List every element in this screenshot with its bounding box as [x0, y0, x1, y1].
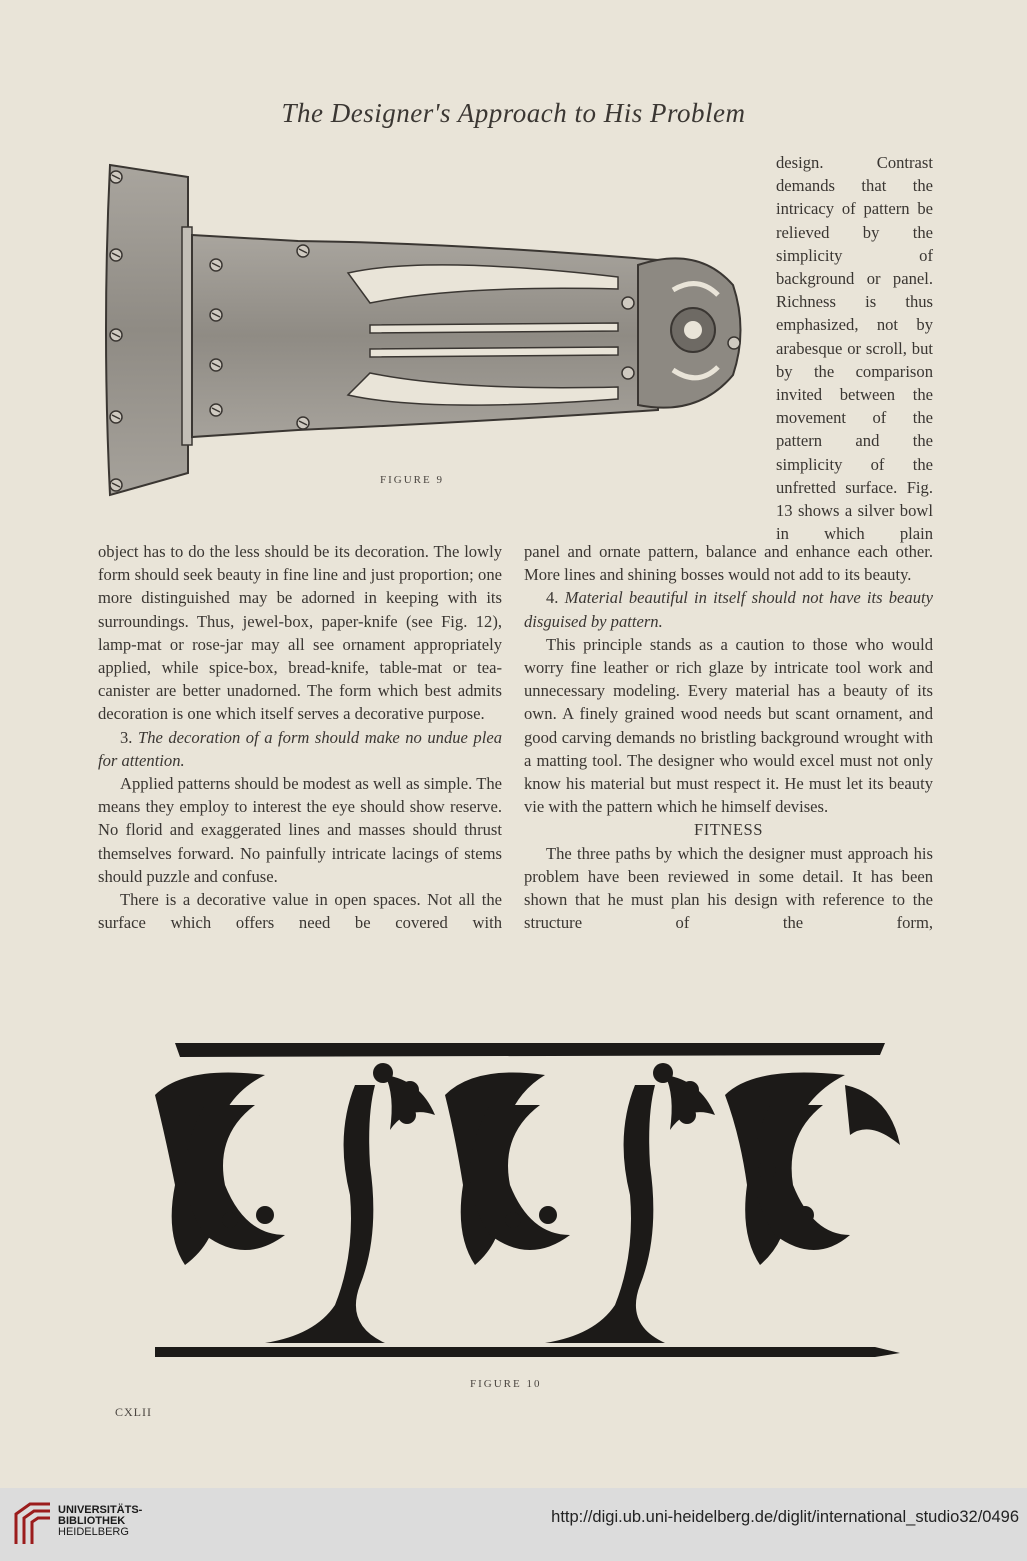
page-number: CXLII [115, 1405, 152, 1419]
library-name-line: UNIVERSITÄTS- [58, 1504, 143, 1516]
numbered-principle-4: 4. Material beautiful in itself should not have its beauty disguised by pattern. [524, 588, 933, 631]
figure-10-caption: FIGURE 10 [470, 1378, 542, 1390]
paragraph: object has to do the less should be its decoration. The lowly form should seek beauty in fine line and just proportion; one more distinguished may be adorned in keeping with its surroundings. Thus, jewel-box, paper-knife (see Fig. 12), lamp-mat or rose-jar may all see ornament appropriately applied, while spice-box, bread-knife, table-mat or tea-canister are better unadorned. The form which best admits decoration is one which itself serves a decorative purpose. [98, 542, 502, 724]
figure-9-caption: FIGURE 9 [380, 474, 444, 486]
paragraph: Applied patterns should be modest as well as simple. The means they employ to interest the eye should show reserve. No florid and exaggerated lines and masses should thrust themselves forward. No painfully intricate lacings of stems should puzzle and confuse. [98, 774, 502, 886]
library-name-line: HEIDELBERG [58, 1526, 129, 1538]
source-url-link[interactable]: http://digi.ub.uni-heidelberg.de/diglit/international_studio32/0496 [551, 1508, 1019, 1526]
right-top-text-block [776, 151, 933, 545]
university-library-logo-icon[interactable] [12, 1500, 54, 1548]
library-name [58, 1505, 142, 1538]
library-footer [0, 1488, 1027, 1561]
library-name-line: BIBLIOTHEK [58, 1515, 126, 1527]
figure-9-illustration [98, 155, 753, 515]
numbered-principle-3: 3. The decoration of a form should make no undue plea for attention. [98, 727, 502, 770]
running-head: The Designer's Approach to His Problem [281, 98, 746, 128]
figure-10-illustration [145, 1035, 905, 1365]
paragraph: design. Contrast demands that the intricacy of pattern be relieved by the simplicity of background or panel. Richness is thus emphasized, not by arabesque or scroll, but by the comparison invited between the movement of the pattern and the simplicity of the unfretted surface. Fig. 13 shows a silver bowl in which plain [776, 153, 933, 544]
paragraph: This principle stands as a caution to those who would worry fine leather or rich glaze by intricate tool work and unnecessary modeling. Every material has a beauty of its own. A finely grained wood needs but scant ornament, and good carving demands no bristling background wrought with a matting tool. The designer who would excel must not only know his material but must respect it. He must let its beauty vie with the pattern which he himself devises. [524, 634, 933, 817]
section-heading: FITNESS [694, 820, 763, 840]
left-text-column [98, 540, 502, 934]
paragraph: panel and ornate pattern, balance and enhance each other. More lines and shining bosses would not add to its beauty. [524, 542, 933, 585]
paragraph: The three paths by which the designer must approach his problem have been reviewed in some detail. It has been shown that he must plan his design with reference to the structure of the form, [524, 843, 933, 933]
right-text-column [524, 540, 933, 934]
paragraph: There is a decorative value in open spaces. Not all the surface which offers need be covered with [98, 890, 502, 933]
